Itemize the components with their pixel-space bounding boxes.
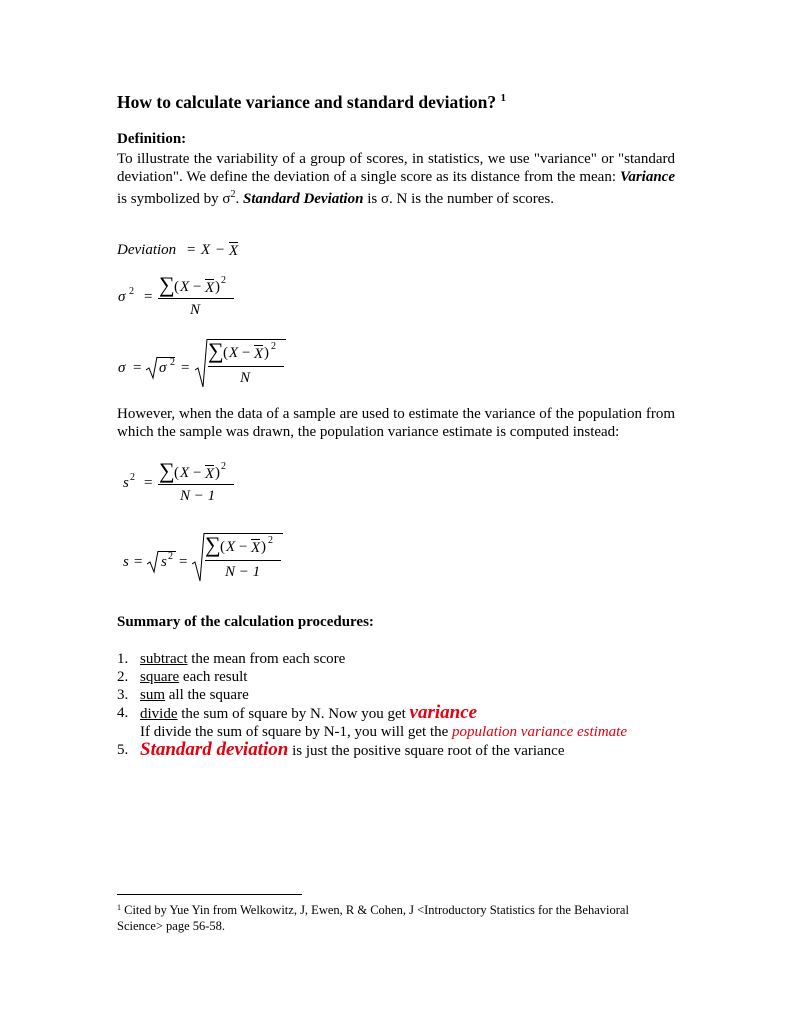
close-paren: ) [261,539,266,555]
sqrt-sign-large [195,338,208,388]
step-keyword: sum [140,687,166,703]
sqrt-sign-large [192,532,205,582]
equals-sign: = [181,360,190,376]
summation-symbol: ∑ [159,272,175,297]
variance-highlight: variance [409,702,478,723]
deviation-lhs: Deviation [117,242,177,258]
equals-sign: = [144,289,153,305]
minus-sign: − [242,345,251,361]
close-paren: ) [264,345,269,361]
exponent-two: 2 [170,357,175,368]
standard-deviation-highlight: Standard deviation [140,739,289,760]
fraction-bar [158,484,234,485]
minus-sign: − [216,242,225,258]
definition-text-1: To illustrate the variability of a group of scores, in statistics, we use "variance" or "standard deviation". We define the deviation of a single score as its distance from the mean: [117,151,675,186]
close-paren: ) [215,279,220,295]
sigma-square-sup: 2 [230,189,236,201]
step-number: 2. [117,669,129,685]
minus-sign: − [239,539,248,555]
definition-text-4: is σ. N is the number of scores. [367,191,554,208]
open-paren: ( [174,279,179,295]
x-var: X [201,242,211,258]
population-variance-estimate-highlight: population variance estimate [452,724,627,740]
x-bar: X [229,243,239,259]
fraction-bar [208,366,284,367]
fraction-bar [158,298,234,299]
variance-term: Variance [619,169,675,186]
sample-paragraph: However, when the data of a sample are used to estimate the variance of the population from which the sample was drawn, the population variance estimate is computed instead: [117,406,675,441]
exponent-two: 2 [268,535,273,546]
summation-symbol: ∑ [159,458,175,483]
sigma-symbol: σ [159,360,167,376]
n-minus-one: N − 1 [225,564,261,580]
step-text: the sum of square by N. Now you get [177,706,410,722]
exponent-two: 2 [168,551,173,562]
s-var: s [123,554,129,570]
step-text: is just the positive square root of the variance [288,743,565,759]
sd-term: Standard Deviation [243,191,364,208]
step-number: 4. [117,705,129,721]
equals-sign: = [144,475,153,491]
list-item [117,704,697,741]
sigma-symbol: σ [118,360,126,376]
s-var: s [123,475,129,491]
minus-sign: − [193,465,202,481]
fraction-bar [205,560,281,561]
s-var: s [161,554,167,570]
sqrt-sign [146,356,158,380]
definition-paragraph [117,150,675,209]
population-variance-formula [117,272,317,322]
step-text: each result [179,669,248,685]
close-paren: ) [215,465,220,481]
sigma-symbol: σ [118,289,126,305]
sqrt-sign [147,550,159,574]
open-paren: ( [223,345,228,361]
list-item [117,650,697,668]
definition-heading: Definition: [117,131,187,147]
exponent-two: 2 [129,286,134,297]
open-paren: ( [174,465,179,481]
exponent-two: 2 [221,275,226,286]
equals-sign: = [134,554,143,570]
sqrt-bar [158,551,176,552]
sample-variance-formula [117,458,317,508]
definition-text-2: is symbolized by σ [117,191,231,208]
footnote-ref: 1 [117,903,121,912]
x-bar: X [251,540,261,556]
n-minus-one: N − 1 [180,488,216,504]
x-var: X [180,279,190,295]
summary-heading: Summary of the calculation procedures: [117,614,374,630]
footnote-text: Cited by Yue Yin from Welkowitz, J, Ewen, R & Cohen, J <Introductory Statistics for the Behavioral Science> page 56-58. [117,903,629,933]
sample-sd-formula [117,528,317,586]
x-var: X [226,539,236,555]
title-text: How to calculate variance and standard deviation? [117,92,497,112]
exponent-two: 2 [130,472,135,483]
x-var: X [229,345,239,361]
step-number: 5. [117,742,129,758]
definition-text-3: . [235,191,240,208]
step-number: 1. [117,651,129,667]
list-item [117,686,697,704]
footnote [117,900,677,934]
x-bar: X [205,280,215,296]
step-text: the mean from each score [187,651,346,667]
summation-symbol: ∑ [205,532,221,557]
step-keyword: divide [140,706,178,722]
n-var: N [190,302,201,318]
x-var: X [180,465,190,481]
title-footnote-ref: 1 [500,92,507,104]
exponent-two: 2 [221,461,226,472]
procedure-list [117,650,697,760]
exponent-two: 2 [271,341,276,352]
list-item [117,668,697,686]
step-text-line2: If divide the sum of square by N-1, you will get the [140,724,453,740]
step-text: all the square [165,687,249,703]
open-paren: ( [220,539,225,555]
step-number: 3. [117,687,129,703]
x-bar: X [205,466,215,482]
minus-sign: − [193,279,202,295]
equals-sign: = [133,360,142,376]
summation-symbol: ∑ [208,338,224,363]
x-bar: X [254,346,264,362]
deviation-formula [117,240,317,264]
list-item [117,741,697,760]
page-title [117,92,506,113]
equals-sign: = [179,554,188,570]
n-var: N [240,370,251,386]
step-keyword: subtract [140,651,188,667]
standard-deviation-formula [117,334,317,392]
footnote-separator [117,894,302,895]
step-keyword: square [140,669,180,685]
equals-sign: = [187,242,196,258]
